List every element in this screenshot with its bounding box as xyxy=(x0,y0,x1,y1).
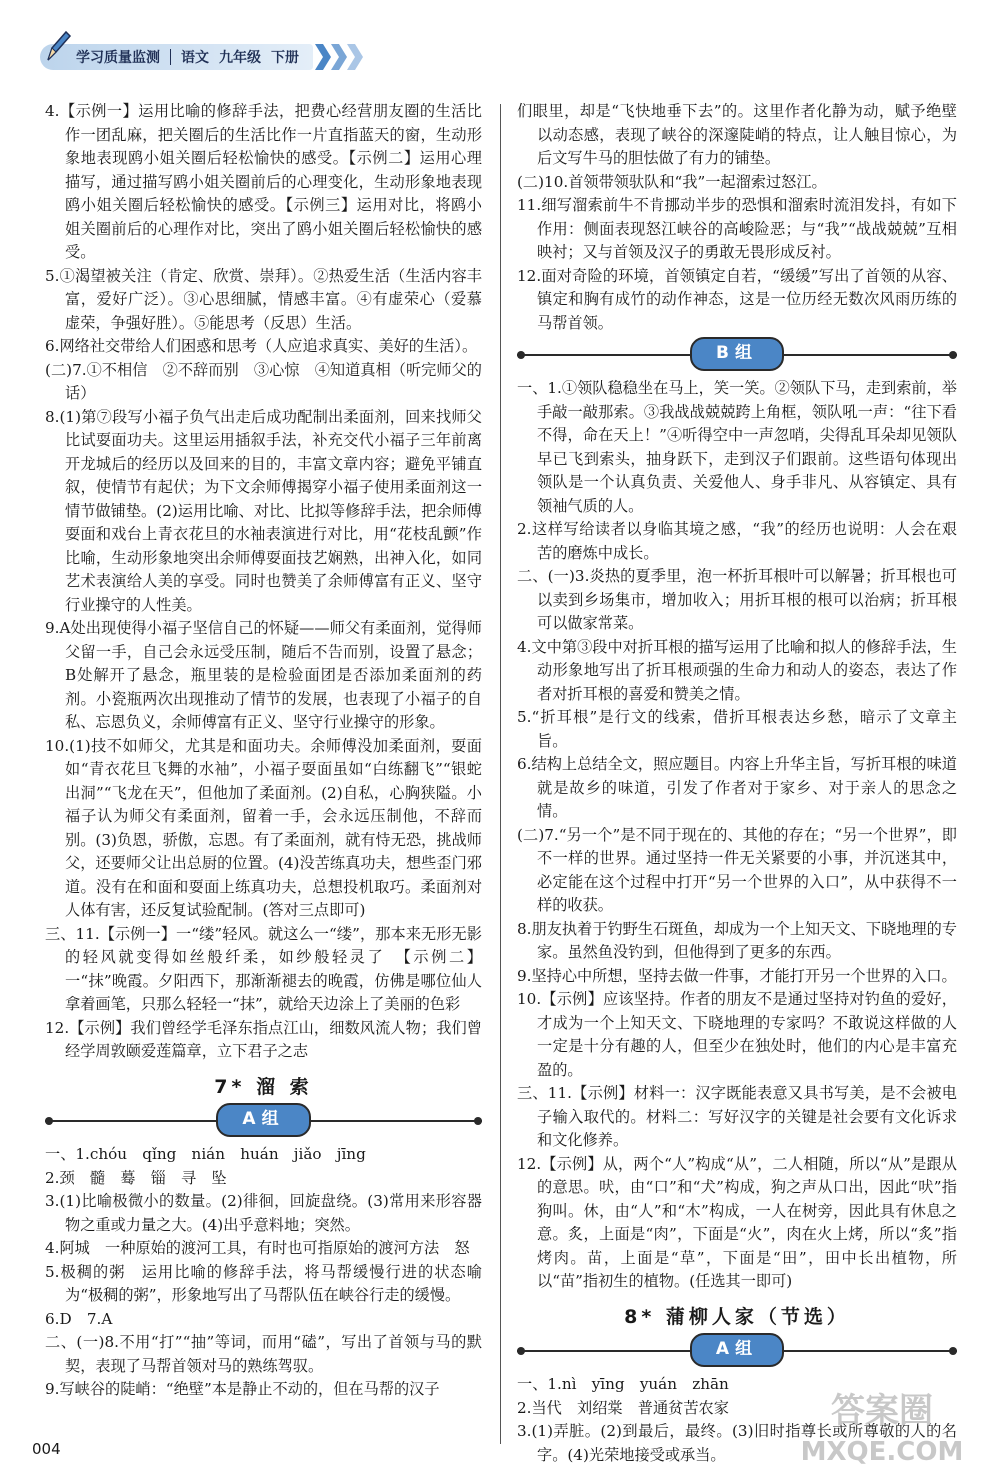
answer-item: 2.颈 髓 蓦 锱 寻 坠 xyxy=(45,1168,227,1187)
group-label: B组 xyxy=(690,337,784,371)
answer-item: 8.(1)第⑦段写小福子负气出走后成功配制出柔面剂，回来找师父比试耍面功夫。这里运用插叙手法，补充交代小福子三年前离开龙城后的经历以及回来的目的，丰富文章内容；避免平铺直叙，使情节有起伏；为下文余师傅揭穿小福子使用柔面剂这一情节做铺垫。(2)运用比喻、对比、比拟等修辞手法，把余师傅耍面和戏台上青衣花旦的水袖表演进行对比，用“花枝乱颤”作比喻，生动形象地突出余师傅耍面技艺娴熟，出神入化，如同艺术表演给人美的享受。同时也赞美了余师傅富有正义、坚守行业操守的人性美。 xyxy=(45,407,482,614)
group-header xyxy=(45,1105,482,1135)
answer-item: 10.【示例】应该坚持。作者的朋友不是通过坚持对钓鱼的爱好，才成为一个上知天文、下晓地理的专家吗？不敢说这样做的人一定是十分有趣的人，但至少在独处时，他们的内心是丰富充盈的。 xyxy=(517,990,957,1079)
answer-item: 一、1.①领队稳稳坐在马上，笑一笑。②领队下马，走到索前，举手敲一敲那索。③我战战兢兢跨上角框，领队吼一声：“往下看不得，命在天上！”④听得空中一声忽哨，尖得乱耳朵却见领队早已飞到索头，抽身跃下，走到汉子们跟前。这些语句体现出领队是一个认真负责、关爱他人、身手非凡、从容镇定、具有领袖气质的人。 xyxy=(517,379,957,515)
answer-item: 三、11.【示例一】一“缕”轻风。就这么一“缕”，那本来无形无影的轻风就变得如丝般纤柔，如纱般轻灵了 【示例二】一“抹”晚霞。夕阳西下，那渐渐褪去的晚霞，仿佛是哪位仙人拿着画笔，只那么轻轻一“抹”，就给天边涂上了美丽的色彩 xyxy=(45,924,482,1013)
answer-item: 们眼里，却是“飞快地垂下去”的。这里作者化静为动，赋予绝壁以动态感，表现了峡谷的深邃陡峭的特点，让人触目惊心，为后文写牛马的胆怯做了有力的铺垫。 xyxy=(517,102,957,167)
left-column xyxy=(45,100,482,1402)
answer-item: 9.写峡谷的陡峭：“绝壁”本是静止不动的，但在马帮的汉子 xyxy=(45,1380,440,1398)
header-grade: 九年级 xyxy=(219,50,261,66)
answer-item: 12.【示例】从，两个“人”构成“从”，二人相随，所以“从”是跟从的意思。吠，由“口”和“犬”构成，狗之声从口出，因此“吠”指狗叫。休，由“人”和“木”构成，一人在树旁，因此具有休息之意。炙，上面是“肉”，下面是“火”，肉在火上烤，所以“炙”指烤肉。苗，上面是“草”，下面是“田”，田中长出植物，所以“苗”指初生的植物。(任选其一即可) xyxy=(517,1154,957,1290)
pencil-icon xyxy=(44,30,74,64)
group-label: A组 xyxy=(216,1103,310,1137)
group-label: A组 xyxy=(690,1333,784,1367)
answer-item: (二)7.“另一个”是不同于现在的、其他的存在；“另一个世界”，即不一样的世界。通过坚持一件无关紧要的小事，并沉迷其中，必定能在这个过程中打开“另一个世界的入口”，从中获得不一样的收获。 xyxy=(517,825,957,914)
header-brand: 学习质量监测 xyxy=(76,50,160,66)
group-header xyxy=(517,1335,957,1365)
answer-item: 5.极稠的粥 运用比喻的修辞手法，将马帮缓慢行进的状态喻为“极稠的粥”，形象地写出了马帮队伍在峡谷行走的缓慢。 xyxy=(45,1262,482,1304)
chevron-right-icon xyxy=(347,44,363,70)
answer-item: 5.“折耳根”是行文的线索，借折耳根表达乡愁，暗示了文章主旨。 xyxy=(517,708,957,750)
header-badge xyxy=(40,44,313,70)
answer-item: 3.(1)弄脏。(2)到最后，最终。(3)旧时指尊长或所尊敬的人的名字。(4)光荣地接受或承当。 xyxy=(517,1422,957,1464)
watermark-url: MXQE.COM xyxy=(800,1437,964,1467)
answer-item: 3.(1)比喻极微小的数量。(2)徘徊，回旋盘绕。(3)常用来形容器物之重或力量之大。(4)出乎意料地；突然。 xyxy=(45,1192,482,1234)
section-title: 7* 溜 索 xyxy=(214,1075,313,1098)
chevron-right-icon xyxy=(331,44,347,70)
header-subject: 语文 xyxy=(181,50,209,66)
answer-item: 6.结构上总结全文，照应题目。内容上升华主旨，写折耳根的味道就是故乡的味道，引发了作者对于家乡、对于亲人的思念之情。 xyxy=(517,755,957,820)
answer-item: 8.朋友执着于钓野生石斑鱼，却成为一个上知天文、下晓地理的专家。虽然鱼没钓到，但他得到了更多的东西。 xyxy=(517,919,957,961)
header-chevrons xyxy=(315,44,363,70)
column-divider xyxy=(500,104,501,1444)
answer-item: 12.【示例】我们曾经学毛泽东指点江山，细数风流人物；我们曾经学周敦颐爱莲篇章，立下君子之志 xyxy=(45,1018,482,1060)
group-header xyxy=(517,339,957,369)
answer-item: 二、(一)8.不用“打”“抽”等词，而用“磕”，写出了首领与马的默契，表现了马帮首领对马的熟练驾驭。 xyxy=(45,1333,482,1375)
answer-item: 6.网络社交带给人们困惑和思考（人应追求真实、美好的生活）。 xyxy=(45,337,478,355)
answer-item: 一、1.nì yīng yuán zhān xyxy=(517,1375,729,1393)
answer-item: 4.【示例一】运用比喻的修辞手法，把费心经营朋友圈的生活比作一团乱麻，把关圈后的生活比作一片直指蓝天的窗，生动形象地表现鸥小姐关圈后轻松愉快的感受。【示例二】运用心理描写，通过描写鸥小姐关圈前后的心理变化，生动形象地表现鸥小姐关圈后轻松愉快的感受。【示例三】运用对比，将鸥小姐关圈前后的心理作对比，突出了鸥小姐关圈后轻松愉快的感受。 xyxy=(45,102,482,261)
answer-item: 9.A处出现使得小福子坚信自己的怀疑——师父有柔面剂，觉得师父留一手，自己会永远受压制，随后不告而别，设置了悬念；B处解开了悬念，瓶里装的是检验面团是否添加柔面剂的药剂。小瓷瓶两次出现推动了情节的发展，也表现了小福子的自私、忘恩负义，余师傅富有正义、坚守行业操守的形象。 xyxy=(45,619,482,731)
answer-item: (二)7.①不相信 ②不辞而别 ③心惊 ④知道真相（听完师父的话） xyxy=(45,360,482,402)
answer-item: 10.(1)技不如师父，尤其是和面功夫。余师傅没加柔面剂，耍面如“青衣花旦飞舞的水袖”，小福子耍面虽如“白练翻飞”“银蛇出洞”“飞龙在天”，但他加了柔面剂。(2)自私，心胸狭隘。小福子认为师父有柔面剂，留着一手，会永远压制他，不辞而别。(3)负恩，骄傲，忘恩。有了柔面剂，就有恃无恐，挑战师父，还要师父让出总厨的位置。(4)没苦练真功夫，想些歪门邪道。没有在和面和耍面上练真功夫，总想投机取巧。柔面剂对人体有害，还反复试验配制。(答对三点即可) xyxy=(45,736,482,919)
answer-item: 4.文中第③段中对折耳根的描写运用了比喻和拟人的修辞手法，生动形象地写出了折耳根顽强的生命力和动人的姿态，表达了作者对折耳根的喜爱和赞美之情。 xyxy=(517,637,957,703)
right-column xyxy=(517,100,957,1467)
answer-item: 6.D 7.A xyxy=(45,1309,113,1328)
answer-item: 一、1.chóu qǐng nián huán jiǎo jīng xyxy=(45,1145,366,1163)
answer-item: 三、11.【示例】材料一：汉字既能表意又具书写美，是不会被电子输入取代的。材料二：写好汉字的关键是社会要有文化诉求和文化修养。 xyxy=(517,1084,957,1149)
answer-item: 12.面对奇险的环境，首领镇定自若，“缓缓”写出了首领的从容、镇定和胸有成竹的动作神态，这是一位历经无数次风雨历练的马帮首领。 xyxy=(517,266,957,332)
watermark-text: 答案圈 xyxy=(831,1391,933,1431)
section-title: 8* 蒲柳人家（节选） xyxy=(624,1305,850,1328)
answer-item: 2.这样写给读者以身临其境之感，“我”的经历也说明：人会在艰苦的磨炼中成长。 xyxy=(517,520,957,562)
watermark-logo xyxy=(782,1382,982,1472)
header-bar xyxy=(40,42,425,72)
answer-item: 2.当代 刘绍棠 普通贫苦农家 xyxy=(517,1398,729,1417)
answer-item: 11.细写溜索前牛不肯挪动半步的恐惧和溜索时流泪发抖，有如下作用：侧面表现怒江峡谷的高峻险恶；与“我”“战战兢兢”互相映衬；又与首领及汉子的勇敢无畏形成反衬。 xyxy=(517,196,957,261)
header-separator xyxy=(170,49,171,65)
answer-item: 9.坚持心中所想，坚持去做一件事，才能打开另一个世界的入口。 xyxy=(517,966,957,985)
answer-item: 4.阿城 一种原始的渡河工具，有时也可指原始的渡河方法 怒 xyxy=(45,1239,470,1257)
answer-item: 5.①渴望被关注（肯定、欣赏、崇拜）。②热爱生活（生活内容丰富，爱好广泛）。③心思细腻，情感丰富。④有虚荣心（爱慕虚荣，争强好胜）。⑤能思考（反思）生活。 xyxy=(45,266,482,332)
header-term: 下册 xyxy=(271,50,299,66)
chevron-right-icon xyxy=(315,44,331,70)
page-number: 004 xyxy=(32,1440,61,1458)
answer-item: (二)10.首领带领驮队和“我”一起溜索过怒江。 xyxy=(517,172,827,191)
answer-item: 二、(一)3.炎热的夏季里，泡一杯折耳根叶可以解暑；折耳根也可以卖到乡场集市，增加收入；用折耳根的根可以治病；折耳根可以做家常菜。 xyxy=(517,567,957,632)
